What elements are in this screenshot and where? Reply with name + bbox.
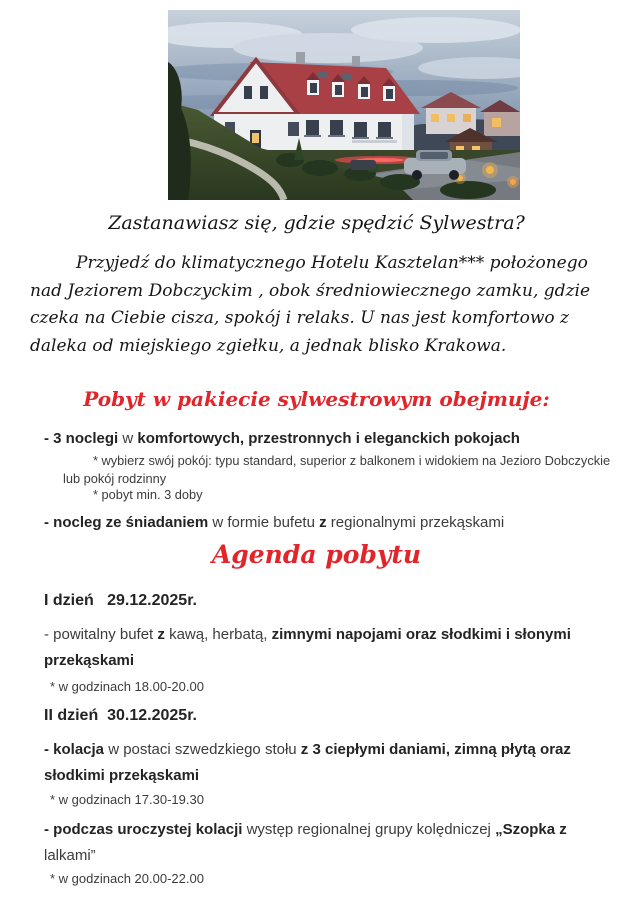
note-min-stay: * pobyt min. 3 doby <box>93 487 203 502</box>
note-room-choice: * wybierz swój pokój: typu standard, superior z balkonem i widokiem na Jezioro Dobczyckie lub pokój rodzinny <box>63 453 611 486</box>
hotel-photo <box>168 10 520 200</box>
day2-time-note: * w godzinach 17.30-19.30 <box>50 792 204 807</box>
intro-paragraph: Przyjedź do klimatycznego Hotelu Kasztelan*** położonego nad Jeziorem Dobczyckim , obok średniowiecznego zamku, gdzie czeka na Ciebie cisza, spokój i relaks. U nas jest komfortowo z daleka od miejskiego zgiełku, a jednak blisko Krakowa. <box>30 253 591 356</box>
intro-question: Zastanawiasz się, gdzie spędzić Sylwestra? <box>108 212 525 234</box>
day2-show-time-note: * w godzinach 20.00-22.00 <box>50 871 204 886</box>
bullet-nights: - 3 noclegi w komfortowych, przestronnych i eleganckich pokojach <box>44 430 520 447</box>
day2-bullet-caroling-show: - podczas uroczystej kolacji występ regionalnej grupy kolędniczej „Szopka z lalkami” <box>44 821 567 864</box>
day1-time-note: * w godzinach 18.00-20.00 <box>50 679 204 694</box>
day1-title: I dzień 29.12.2025r. <box>44 592 197 609</box>
day2-title: II dzień 30.12.2025r. <box>44 707 197 724</box>
hotel-photo-illustration <box>168 10 520 200</box>
dark-car <box>350 160 376 170</box>
day1-bullet-welcome-buffet: - powitalny bufet z kawą, herbatą, zimnymi napojami oraz słodkimi i słonymi przekąskami <box>44 626 571 669</box>
agenda-heading: Agenda pobytu <box>211 540 422 569</box>
package-heading: Pobyt w pakiecie sylwestrowym obejmuje: <box>83 387 550 411</box>
bullet-breakfast: - nocleg ze śniadaniem w formie bufetu z regionalnymi przekąskami <box>44 514 505 531</box>
day2-bullet-dinner: - kolacja w postaci szwedzkiego stołu z 3 ciepłymi daniami, zimną płytą oraz słodkimi przekąskami <box>44 741 571 784</box>
